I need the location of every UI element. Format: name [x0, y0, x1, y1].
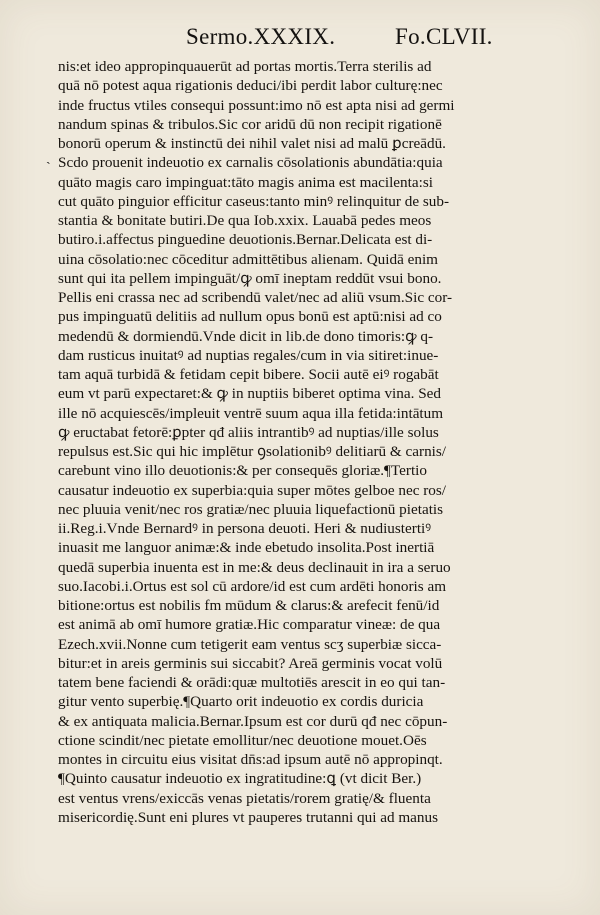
text-line: nec pluuia venit/nec ros gratiæ/nec pluuia liquefactionū pietatis — [58, 500, 444, 518]
text-line: tam aquā turbidā & fetidam cepit bibere. Socii autē eiꝰ rogabāt — [58, 366, 439, 383]
text-line: ii.Reg.i.Vnde Bernardꝰ in persona deuoti. Heri & nudiustertiꝰ — [58, 520, 432, 537]
margin-mark: ˎ — [46, 150, 51, 165]
text-line: ꝙ eructabat fetorē:ꝑpter qđ aliis intrantibꝰ ad nuptias/ille solus — [58, 423, 439, 441]
text-line: tatem bene faciendi & orādi:quæ multotiēs arescit in eo qui tan- — [58, 674, 446, 691]
text-line: stantia & bonitate butiri.De qua Iob.xxix. Lauabā pedes meos — [58, 212, 432, 229]
text-line: butiro.i.affectus pinguedine deuotionis.Bernar.Delicata est di- — [58, 231, 433, 249]
text-line: Scdo prouenit indeuotio ex carnalis cōsolationis abundātia:quia — [58, 154, 443, 172]
body-text — [58, 57, 528, 827]
text-line: quā nō potest aqua rigationis deduci/ibi perdit labor culturę:nec — [58, 77, 443, 95]
text-line: ¶Quinto causatur indeuotio ex ingratitudine:ꝗ (vt dicit Ber.) — [58, 770, 422, 788]
text-line: sunt qui ita pellem impinguāt/ꝙ omī ineptam reddūt vsui bono. — [58, 269, 442, 287]
text-line: carebunt vino illo deuotionis:& per consequēs gloriæ.¶Tertio — [58, 462, 427, 480]
text-line: cut quāto pinguior efficitur caseus:tanto minꝰ relinquitur de sub- — [58, 192, 450, 210]
text-line: montes in circuitu eius visitat dn̄s:ad ipsum autē nō appropinqt. — [58, 751, 443, 768]
text-line: quedā superbia inuenta est in me:& deus declinauit in ira a seruo — [58, 558, 451, 576]
text-line: suo.Iacobi.i.Ortus est sol cū ardore/id est cum ardēti honoris am — [58, 577, 447, 595]
text-line: Ezech.xvii.Nonne cum tetigerit eam ventus scʒ superbiæ sicca- — [58, 635, 442, 653]
text-line: pus impinguatū delitiis ad nullum opus bonū est aptū:nisi ad co — [58, 308, 442, 326]
text-line: est animā ab omī humore gratiæ.Hic comparatur vineæ: de qua — [58, 616, 441, 634]
text-line: ille nō acquiescēs/impleuit ventrē suum aqua illa fetida:intātum — [58, 404, 444, 422]
folio-number: Fo.CLVII. — [395, 24, 493, 49]
text-line: nis:et ideo appropinquauerūt ad portas mortis.Terra sterilis ad — [58, 58, 432, 75]
text-line: Pellis eni crassa nec ad scribendū valet/nec ad aliū vsum.Sic cor- — [58, 289, 453, 306]
page-header — [0, 24, 600, 54]
text-line: nandum spinas & tribulos.Sic cor aridū dū non recipit rigationē — [58, 115, 442, 133]
text-line: bitione:ortus est nobilis fm mūdum & clarus:& arefecit fenū/id — [58, 597, 440, 614]
text-line: repulsus est.Sic qui hic implētur ꝯsolationibꝰ delitiarū & carnis/ — [58, 443, 447, 460]
text-line: dam rusticus inuitatꝰ ad nuptias regales/cum in via sitiret:inue- — [58, 346, 439, 364]
text-line: eum vt parū expectaret:& ꝙ in nuptiis biberet optima vina. Sed — [58, 385, 441, 403]
running-head: Sermo.XXXIX. — [186, 24, 336, 49]
text-line: misericordię.Sunt eni plures vt pauperes trutanni qui ad manus — [58, 808, 439, 826]
text-line: inuasit me languor animæ:& inde ebetudo insolita.Post inertiā — [58, 539, 435, 557]
text-line: inde fructus vtiles consequi possunt:imo nō est apta nisi ad germi — [58, 96, 455, 114]
text-line: medendū & dormiendū.Vnde dicit in lib.de dono timoris:ꝙ q- — [58, 327, 434, 345]
text-line: quāto magis caro impinguat:tāto magis anima est macilenta:si — [58, 173, 433, 191]
text-line: causatur indeuotio ex superbia:quia super mōtes gelboe nec ros/ — [58, 481, 447, 499]
text-line: est ventus vrens/exiccās venas pietatis/rorem gratię/& fluenta — [58, 789, 431, 807]
text-line: bitur:et in areis germinis sui siccabit? Areā germinis vocat volū — [58, 654, 443, 672]
text-line: ctione scindit/nec pietate emollitur/nec deuotione mouet.Oēs — [58, 731, 427, 749]
text-line: & ex antiquata malicia.Bernar.Ipsum est cor durū qđ nec cōpun- — [58, 712, 448, 730]
text-line: gitur vento superbię.¶Quarto orit indeuotio ex cordis duricia — [58, 693, 424, 711]
text-line: uina cōsolatio:nec cōceditur admittētibus alienam. Quidā enim — [58, 250, 438, 268]
text-line: bonorū operum & instinctū dei nihil valet nisi ad malū ꝑcreādū. — [58, 135, 446, 152]
